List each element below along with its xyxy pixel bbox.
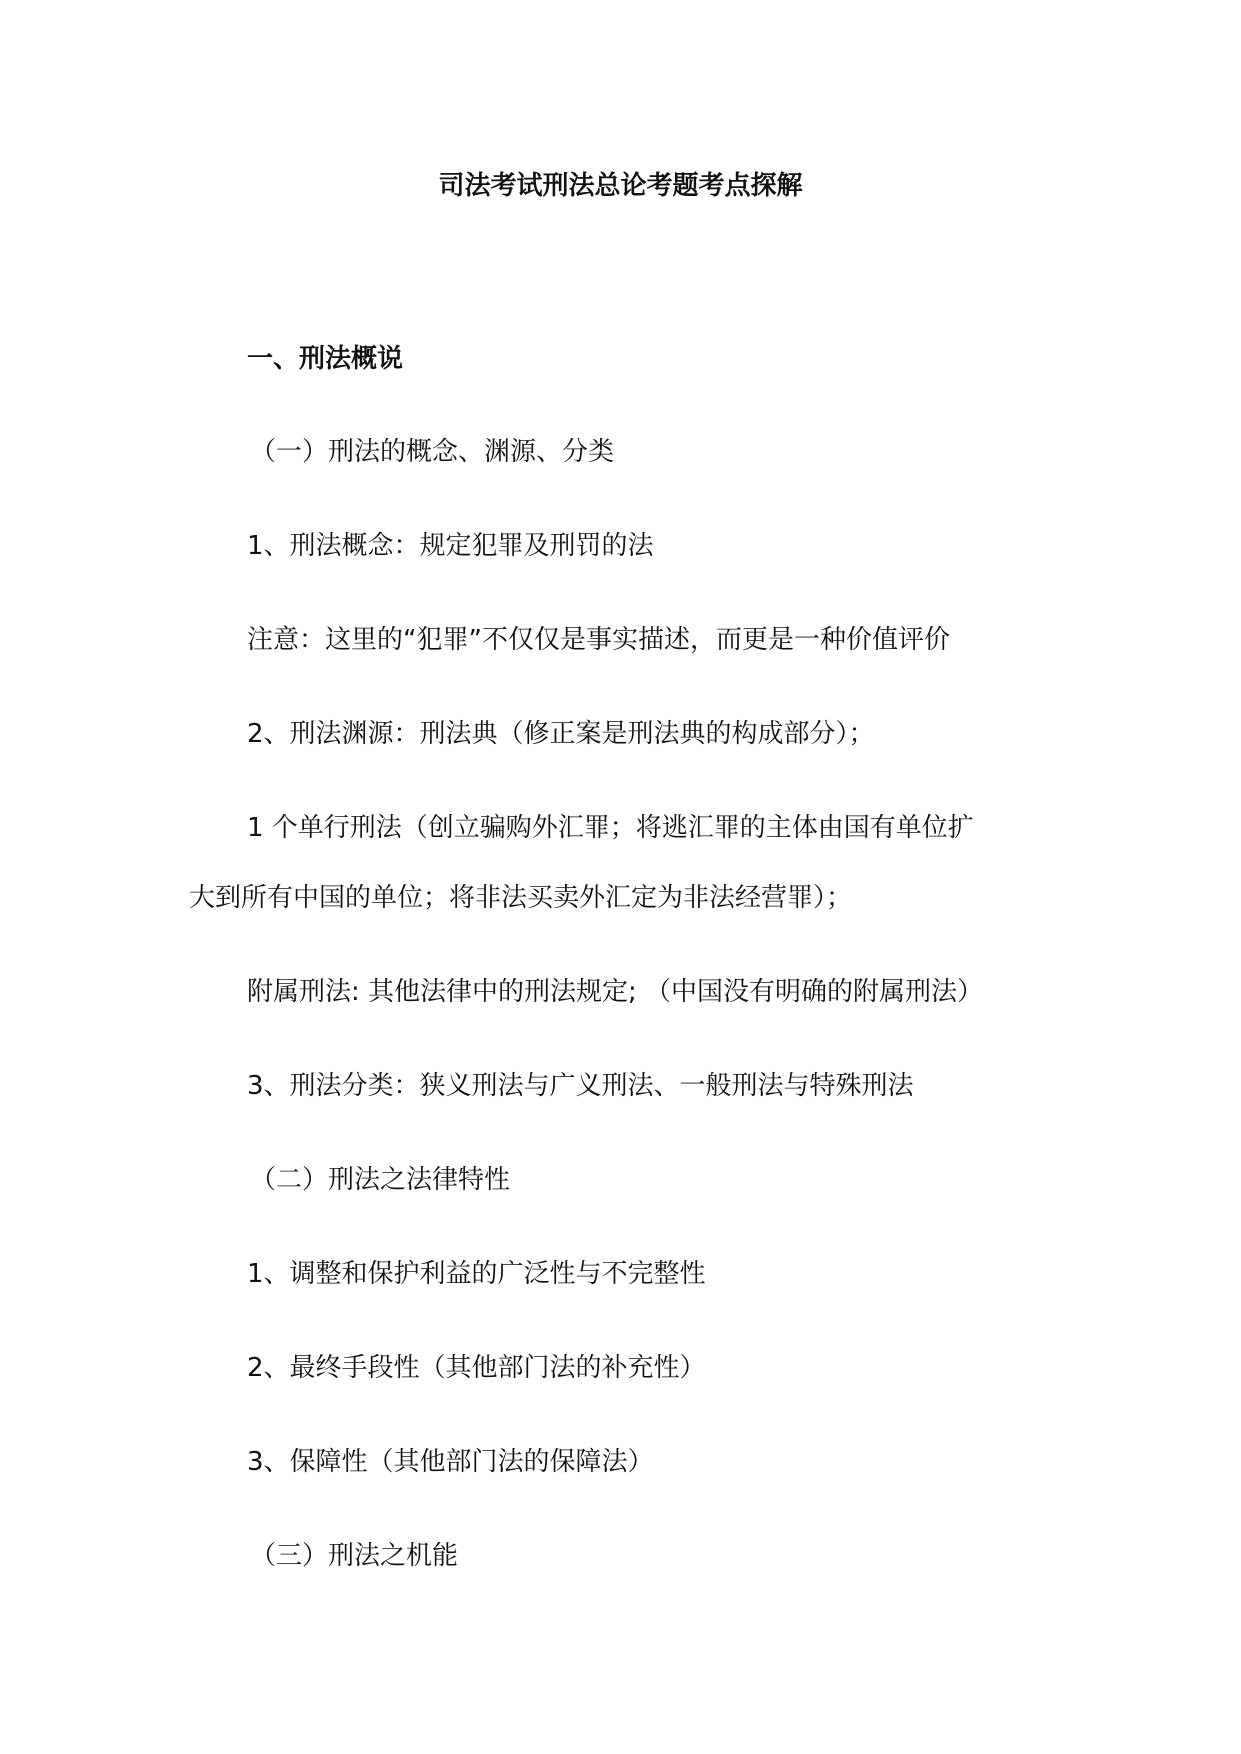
subsection-heading: （二）刑法之法律特性	[250, 1165, 511, 1195]
paragraph: 1 个单行刑法（创立骗购外汇罪；将逃汇罪的主体由国有单位扩	[247, 813, 974, 843]
paragraph: 1、刑法概念：规定犯罪及刑罚的法	[247, 531, 654, 561]
paragraph: 3、刑法分类：狭义刑法与广义刑法、一般刑法与特殊刑法	[247, 1071, 914, 1101]
paragraph: 3、保障性（其他部门法的保障法）	[247, 1447, 654, 1477]
section-heading: 一、刑法概说	[247, 344, 404, 374]
subsection-heading: （三）刑法之机能	[250, 1541, 459, 1571]
paragraph-continuation: 大到所有中国的单位；将非法买卖外汇定为非法经营罪）；	[189, 883, 853, 913]
subsection-heading: （一）刑法的概念、渊源、分类	[250, 437, 615, 467]
paragraph: 2、刑法渊源：刑法典（修正案是刑法典的构成部分）；	[247, 719, 875, 749]
paragraph: 注意：这里的“犯罪”不仅仅是事实描述，而更是一种价值评价	[247, 625, 950, 655]
paragraph: 2、最终手段性（其他部门法的补充性）	[247, 1353, 706, 1383]
paragraph: 附属刑法: 其他法律中的刑法规定; （中国没有明确的附属刑法）	[247, 977, 984, 1007]
document-title: 司法考试刑法总论考题考点探解	[438, 171, 803, 201]
paragraph: 1、调整和保护利益的广泛性与不完整性	[247, 1259, 706, 1289]
